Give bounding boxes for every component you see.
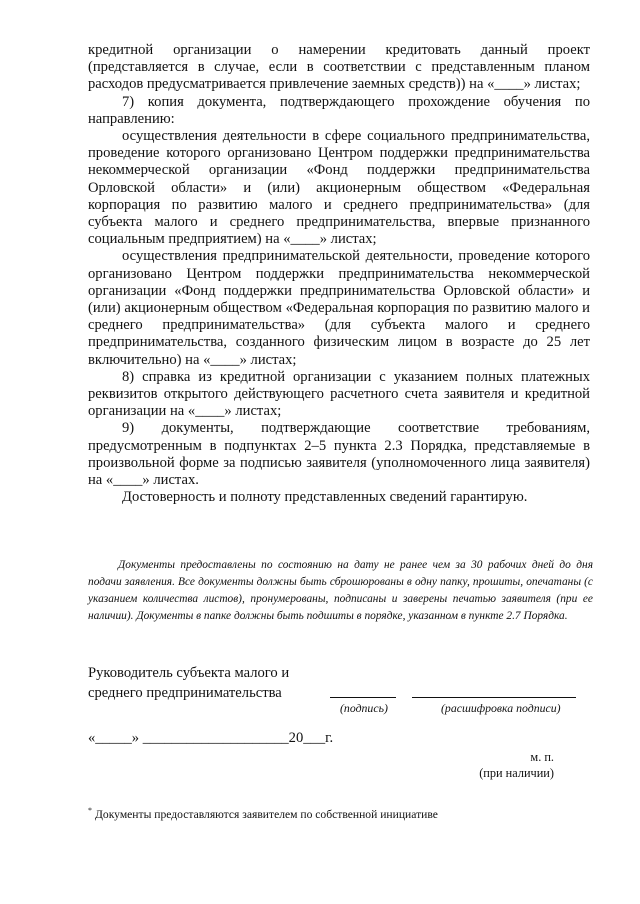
paragraph-social-training: осуществления деятельности в сфере социального предпринимательства, проведение которого организовано Центром поддержки предпринимательства некоммерческой организации «Фонд поддержки предпринимательства Орловской области» и (или) акционерным обществом «Федеральная корпорация по развитию малого и среднего предпринимательства» (для субъекта малого и среднего предпринимательства, впервые признанного социальным предприятием) на «____» листах; [88, 128, 590, 248]
paragraph-credit-org: кредитной организации о намерении кредитовать данный проект (представляется в случае, если в соответствии с представленным планом расходов предусматривается привлечение заемных средств)) на «____» листах; [88, 42, 590, 93]
document-body [88, 42, 590, 506]
footnote-mark: * [88, 806, 92, 815]
signature-caption: (подпись) [340, 701, 388, 715]
paragraph-guarantee: Достоверность и полноту представленных сведений гарантирую. [122, 489, 528, 506]
paragraph-item-8: 8) справка из кредитной организации с указанием полных платежных реквизитов открытого действующего расчетного счета заявителя и кредитной организации на «____» листах; [88, 368, 590, 420]
footnote [88, 806, 438, 821]
paragraph-business-training: осуществления предпринимательской деятельности, проведение которого организовано Центром поддержки предпринимательства некоммерческой организации «Фонд поддержки предпринимательства Орловской области» и (или) акционерным обществом «Федеральная корпорация по развитию малого и среднего предпринимательства» (для субъекта малого и среднего предпринимательства, созданного физическим лицом в возрасте до 25 лет включительно) на «____» листах; [88, 248, 590, 368]
stamp-label: м. п. [530, 750, 554, 764]
signature-line [330, 697, 396, 698]
paragraph-item-7: 7) копия документа, подтверждающего прохождение обучения по направлению: [88, 93, 590, 127]
signatory-title-line-2: среднего предпринимательства [88, 684, 282, 701]
signatory-title-line-1: Руководитель субъекта малого и [88, 665, 290, 681]
signatory-title [88, 664, 328, 703]
signature-decode-line [412, 697, 576, 698]
date-line: «_____» ____________________20___г. [88, 730, 334, 746]
signature-decode-caption: (расшифровка подписи) [441, 701, 561, 715]
paragraph-item-9: 9) документы, подтверждающие соответствие требованиям, предусмотренным в подпунктах 2–5 пункта 2.3 Порядка, представляемые в произвольной форме за подписью заявителя (уполномоченного лица заявителя) на «____» листах. [88, 420, 590, 489]
stamp-note: (при наличии) [479, 766, 554, 780]
documents-note: Документы предоставлены по состоянию на дату не ранее чем за 30 рабочих дней до дня подачи заявления. Все документы должны быть сброшюрованы в одну папку, прошиты, опечатаны (с указанием количества листов), пронумерованы, подписаны и заверены печатью заявителя (при ее наличии). Документы в папке должны быть подшиты в порядке, указанном в пункте 2.7 Порядка. [88, 559, 593, 623]
footnote-text: Документы предоставляются заявителем по собственной инициативе [95, 808, 438, 821]
